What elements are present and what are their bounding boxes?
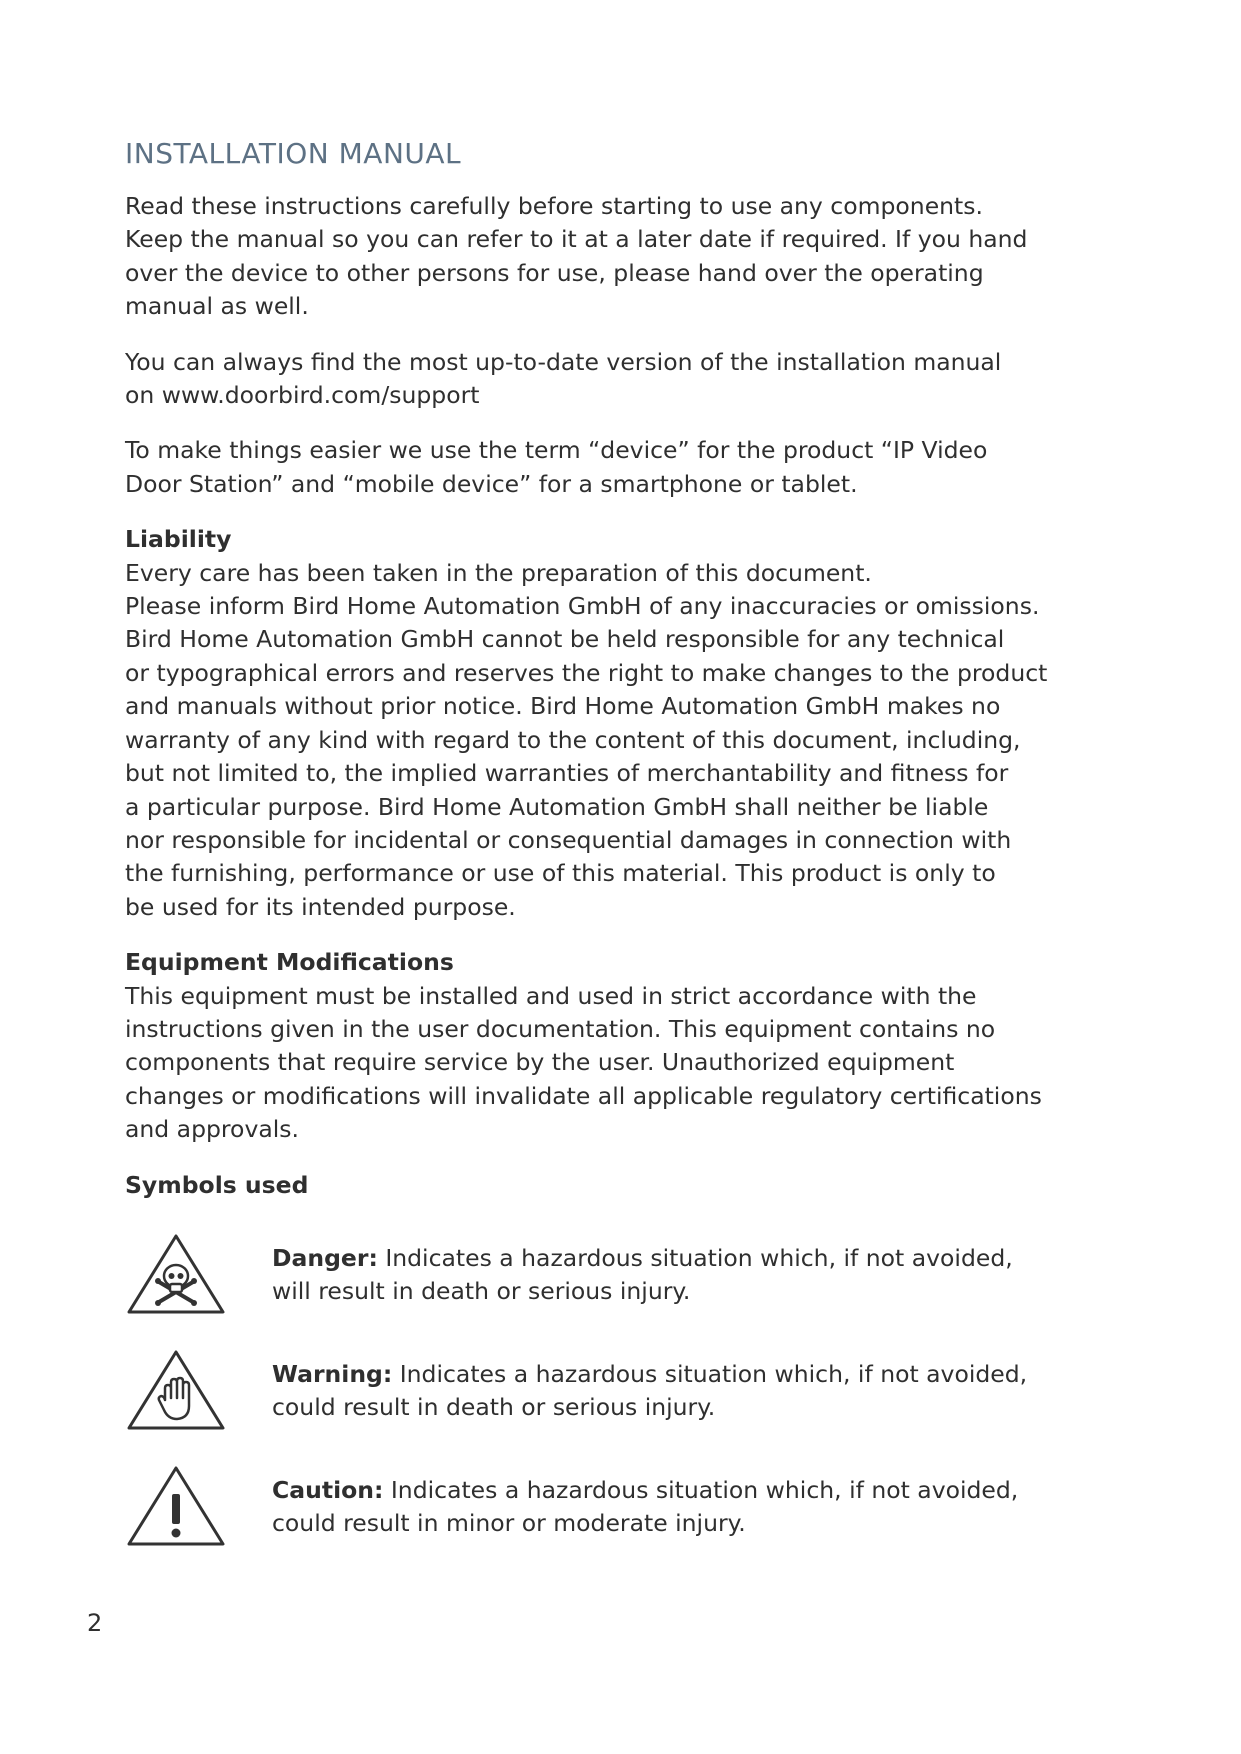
page-title: INSTALLATION MANUAL bbox=[125, 137, 462, 170]
intro-paragraph-2: You can always find the most up-to-date version of the installation manual on www.doorbird.com/support bbox=[125, 347, 1002, 410]
symbol-item-warning bbox=[125, 1348, 1145, 1464]
page-content bbox=[125, 136, 1145, 1580]
intro-paragraph-1: Read these instructions carefully before starting to use any components. Keep the manual so you can refer to it at a later date if required. If you hand over the device to other persons for use, please hand over the operating manual as well. bbox=[125, 192, 1028, 321]
liability-heading: Liability bbox=[125, 525, 232, 554]
equipment-section bbox=[125, 946, 1145, 1146]
equipment-heading: Equipment Modifications bbox=[125, 948, 454, 977]
danger-skull-triangle-icon bbox=[125, 1232, 227, 1316]
symbol-item-danger bbox=[125, 1232, 1145, 1348]
liability-section bbox=[125, 523, 1145, 924]
symbol-text-danger bbox=[272, 1242, 1132, 1309]
caution-description: Indicates a hazardous situation which, if not avoided, could result in minor or moderate injury. bbox=[272, 1475, 1019, 1538]
symbol-text-warning bbox=[272, 1358, 1132, 1425]
danger-description: Indicates a hazardous situation which, if not avoided, will result in death or serious injury. bbox=[272, 1243, 1013, 1306]
caution-label: Caution: bbox=[272, 1475, 384, 1504]
warning-hand-triangle-icon bbox=[125, 1348, 227, 1432]
equipment-body: This equipment must be installed and used in strict accordance with the instructions given in the user documentation. This equipment contains no components that require service by the user. Unauthorized equipment changes or modifications will invalidate all applicable regulatory certifications and approvals. bbox=[125, 981, 1042, 1144]
liability-body: Every care has been taken in the preparation of this document. Please inform Bird Home Automation GmbH of any inaccuracies or omissions. Bird Home Automation GmbH cannot be held responsible for any technical or typographical errors and reserves the right to make changes to the product and manuals without prior notice. Bird Home Automation GmbH makes no warranty of any kind with regard to the content of this document, including, but not limited to, the implied warranties of merchantability and fitness for a particular purpose. Bird Home Automation GmbH shall neither be liable nor responsible for incidental or consequential damages in connection with the furnishing, performance or use of this material. This product is only to be used for its intended purpose. bbox=[125, 558, 1048, 921]
danger-label: Danger: bbox=[272, 1243, 378, 1272]
symbol-item-caution bbox=[125, 1464, 1145, 1580]
symbol-text-caution bbox=[272, 1474, 1132, 1541]
symbols-heading: Symbols used bbox=[125, 1170, 309, 1199]
page-number: 2 bbox=[87, 1609, 103, 1637]
caution-exclamation-triangle-icon bbox=[125, 1464, 227, 1548]
intro-paragraph-3: To make things easier we use the term “device” for the product “IP Video Door Station” and “mobile device” for a smartphone or tablet. bbox=[125, 436, 988, 498]
symbols-list bbox=[125, 1232, 1145, 1580]
warning-label: Warning: bbox=[272, 1359, 393, 1388]
warning-description: Indicates a hazardous situation which, if not avoided, could result in death or serious injury. bbox=[272, 1359, 1028, 1422]
